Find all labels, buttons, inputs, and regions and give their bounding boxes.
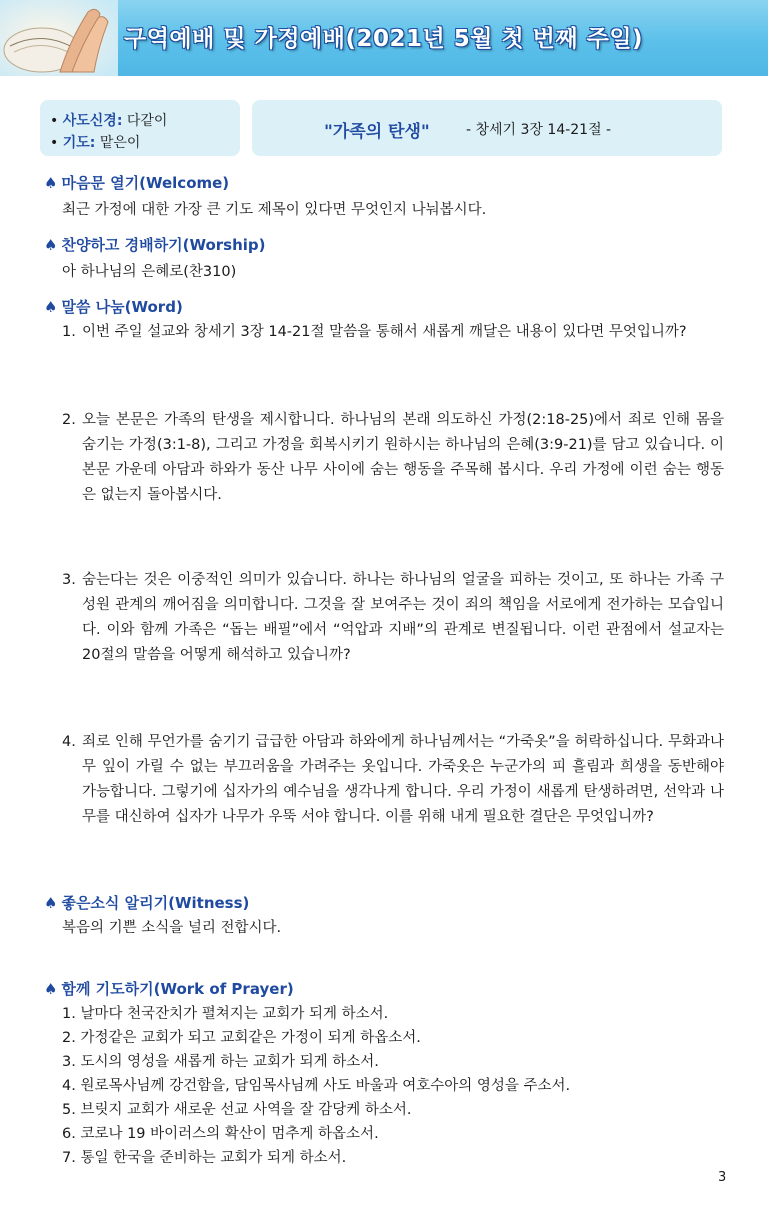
scripture-reference: - 창세기 3장 14-21절 -: [466, 122, 612, 138]
prayer-item: 3. 도시의 영성을 새롭게 하는 교회가 되게 하소서.: [62, 1054, 379, 1070]
word-question-1: 1. 이번 주일 설교와 창세기 3장 14-21절 말씀을 통해서 새롭게 깨달은 내용이 있다면 무엇입니까?: [62, 324, 687, 340]
creed-row: [50, 110, 167, 130]
word-question-3: 3. 숨는다는 것은 이중적인 의미가 있습니다. 하나는 하나님의 얼굴을 피하는 것이고, 또 하나는 가족 구성원 관계의 깨어짐을 의미합니다. 그것을 잘 보여주는 것이 죄의 책임을 서로에게 전가하는 모습입니다. 이와 함께 가족은 “돕는 배필”에서 “억압과 지배”의 관계로 변질됩니다. 이런 관점에서 설교자는 20절의 말씀을 어떻게 해석하고 있습니까?: [62, 572, 724, 663]
prayer-item: 6. 코로나 19 바이러스의 확산이 멈추게 하옵소서.: [62, 1126, 379, 1142]
creed-value: 다같이: [122, 113, 168, 129]
spade-icon: ♠: [44, 236, 58, 254]
section-worship-heading: ♠ 찬양하고 경배하기(Worship): [44, 236, 266, 254]
spade-icon: ♠: [44, 298, 58, 316]
creed-label: 사도신경:: [62, 113, 123, 129]
page-number: 3: [718, 1170, 727, 1185]
welcome-text: 최근 가정에 대한 가장 큰 기도 제목이 있다면 무엇인지 나눠봅시다.: [62, 202, 487, 218]
prayer-item: 1. 날마다 천국잔치가 펼쳐지는 교회가 되게 하소서.: [62, 1006, 389, 1022]
prayer-item: 7. 통일 한국을 준비하는 교회가 되게 하소서.: [62, 1150, 347, 1166]
theme-box: [252, 100, 722, 156]
witness-text: 복음의 기쁜 소식을 널리 전합시다.: [62, 920, 282, 936]
prayer-row: [50, 132, 140, 152]
word-question-4: 4. 죄로 인해 무언가를 숨기기 급급한 아담과 하와에게 하나님께서는 “가죽옷”을 허락하십니다. 무화과나무 잎이 가릴 수 없는 부끄러움을 가려주는 옷입니다. 가죽옷은 누군가의 피 흘림과 희생을 동반해야 가능합니다. 그렇기에 십자가의 예수님을 생각나게 합니다. 우리 가정이 새롭게 탄생하려면, 선악과 나무를 대신하여 십자가 나무가 우뚝 서야 합니다. 이를 위해 내게 필요한 결단은 무엇입니까?: [62, 734, 724, 825]
sermon-title: "가족의 탄생": [324, 122, 430, 142]
header-banner: [0, 0, 768, 76]
word-question-2: 2. 오늘 본문은 가족의 탄생을 제시합니다. 하나님의 본래 의도하신 가정(2:18-25)에서 죄로 인해 몸을 숨기는 가정(3:1-8), 그리고 가정을 회복시키기 원하시는 하나님의 은혜(3:9-21)를 담고 있습니다. 이 본문 가운데 아담과 하와가 동산 나무 사이에 숨는 행동을 주목해 봅시다. 우리 가정에 이런 숨는 행동은 없는지 돌아봅시다.: [62, 412, 724, 503]
prayer-item: 2. 가정같은 교회가 되고 교회같은 가정이 되게 하옵소서.: [62, 1030, 421, 1046]
section-welcome-heading: ♠ 마음문 열기(Welcome): [44, 174, 230, 192]
section-witness-heading: ♠ 좋은소식 알리기(Witness): [44, 894, 250, 912]
prayer-label: 기도:: [62, 135, 96, 151]
prayer-item: 5. 브릿지 교회가 새로운 선교 사역을 잘 감당케 하소서.: [62, 1102, 412, 1118]
info-box: [40, 100, 240, 156]
prayer-item: 4. 원로목사님께 강건함을, 담임목사님께 사도 바울과 여호수아의 영성을 주소서.: [62, 1078, 571, 1094]
bullet-dot: •: [50, 113, 63, 129]
spade-icon: ♠: [44, 980, 58, 998]
spade-icon: ♠: [44, 894, 58, 912]
worship-text: 아 하나님의 은혜로(찬310): [62, 264, 237, 280]
section-word-heading: ♠ 말씀 나눔(Word): [44, 298, 183, 316]
spade-icon: ♠: [44, 174, 58, 192]
bullet-dot: •: [50, 135, 63, 151]
section-prayer-heading: ♠ 함께 기도하기(Work of Prayer): [44, 980, 294, 998]
prayer-value: 맡은이: [95, 135, 141, 151]
praying-hands-bible-photo: [0, 0, 118, 76]
page-title: 구역예배 및 가정예배(2021년 5월 첫 번째 주일): [124, 26, 644, 52]
